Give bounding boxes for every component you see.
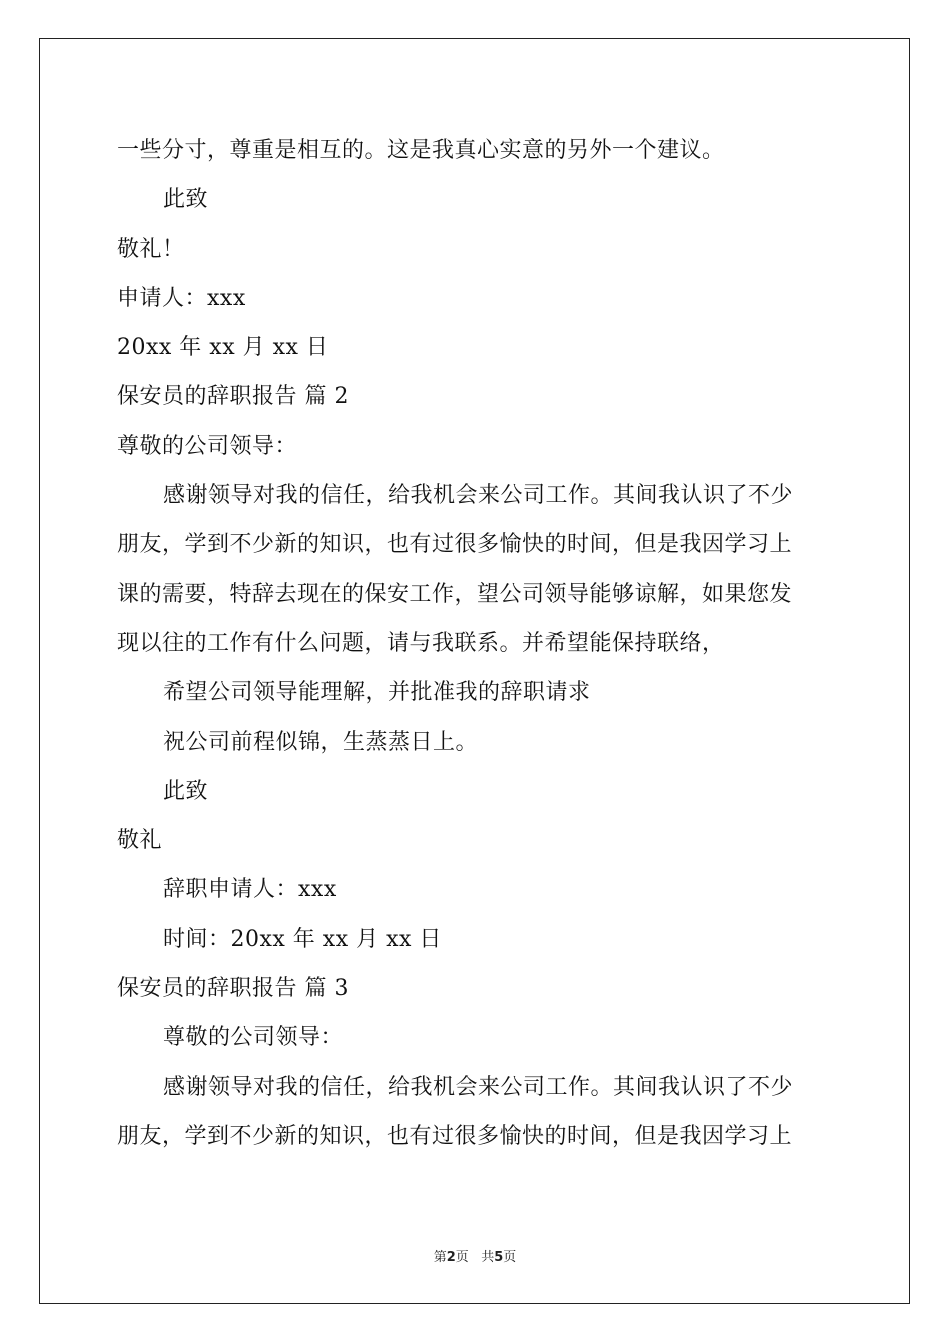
document-body: [117, 126, 837, 1161]
footer-total-prefix: 共: [481, 1250, 495, 1265]
text-line: 时间：20xx 年 xx 月 xx 日: [163, 926, 442, 952]
text-line: 此致: [163, 187, 209, 213]
text-line: 20xx 年 xx 月 xx 日: [117, 335, 329, 361]
text-line: 课的需要，特辞去现在的保安工作，望公司领导能够谅解，如果您发: [117, 581, 793, 607]
footer-total-suffix: 页: [503, 1250, 517, 1265]
footer-page-suffix: 页: [455, 1250, 469, 1265]
text-line: 保安员的辞职报告 篇 3: [117, 976, 349, 1002]
page-footer: [0, 1246, 950, 1265]
footer-total-pages: 5: [494, 1250, 504, 1265]
text-line: 祝公司前程似锦，生蒸蒸日上。: [163, 729, 479, 755]
text-line: 敬礼: [117, 828, 163, 854]
text-line: 尊敬的公司领导：: [163, 1025, 344, 1051]
text-line: 感谢领导对我的信任，给我机会来公司工作。其间我认识了不少: [163, 1074, 794, 1100]
text-line: 保安员的辞职报告 篇 2: [117, 384, 349, 410]
text-line: 一些分寸，尊重是相互的。这是我真心实意的另外一个建议。: [117, 138, 725, 163]
footer-page-number: 2: [446, 1250, 456, 1265]
text-line: 希望公司领导能理解，并批准我的辞职请求: [163, 680, 591, 706]
text-line: 申请人：xxx: [117, 285, 246, 311]
text-line: 朋友，学到不少新的知识，也有过很多愉快的时间，但是我因学习上: [117, 532, 793, 558]
text-line: 敬礼！: [117, 236, 185, 262]
footer-page-prefix: 第: [433, 1250, 447, 1265]
text-line: 朋友，学到不少新的知识，也有过很多愉快的时间，但是我因学习上: [117, 1123, 793, 1149]
text-line: 感谢领导对我的信任，给我机会来公司工作。其间我认识了不少: [163, 483, 794, 509]
text-line: 尊敬的公司领导：: [117, 433, 298, 459]
text-line: 现以往的工作有什么问题，请与我联系。并希望能保持联络，: [117, 630, 725, 656]
text-line: 辞职申请人：xxx: [163, 877, 337, 903]
text-line: 此致: [163, 778, 209, 804]
